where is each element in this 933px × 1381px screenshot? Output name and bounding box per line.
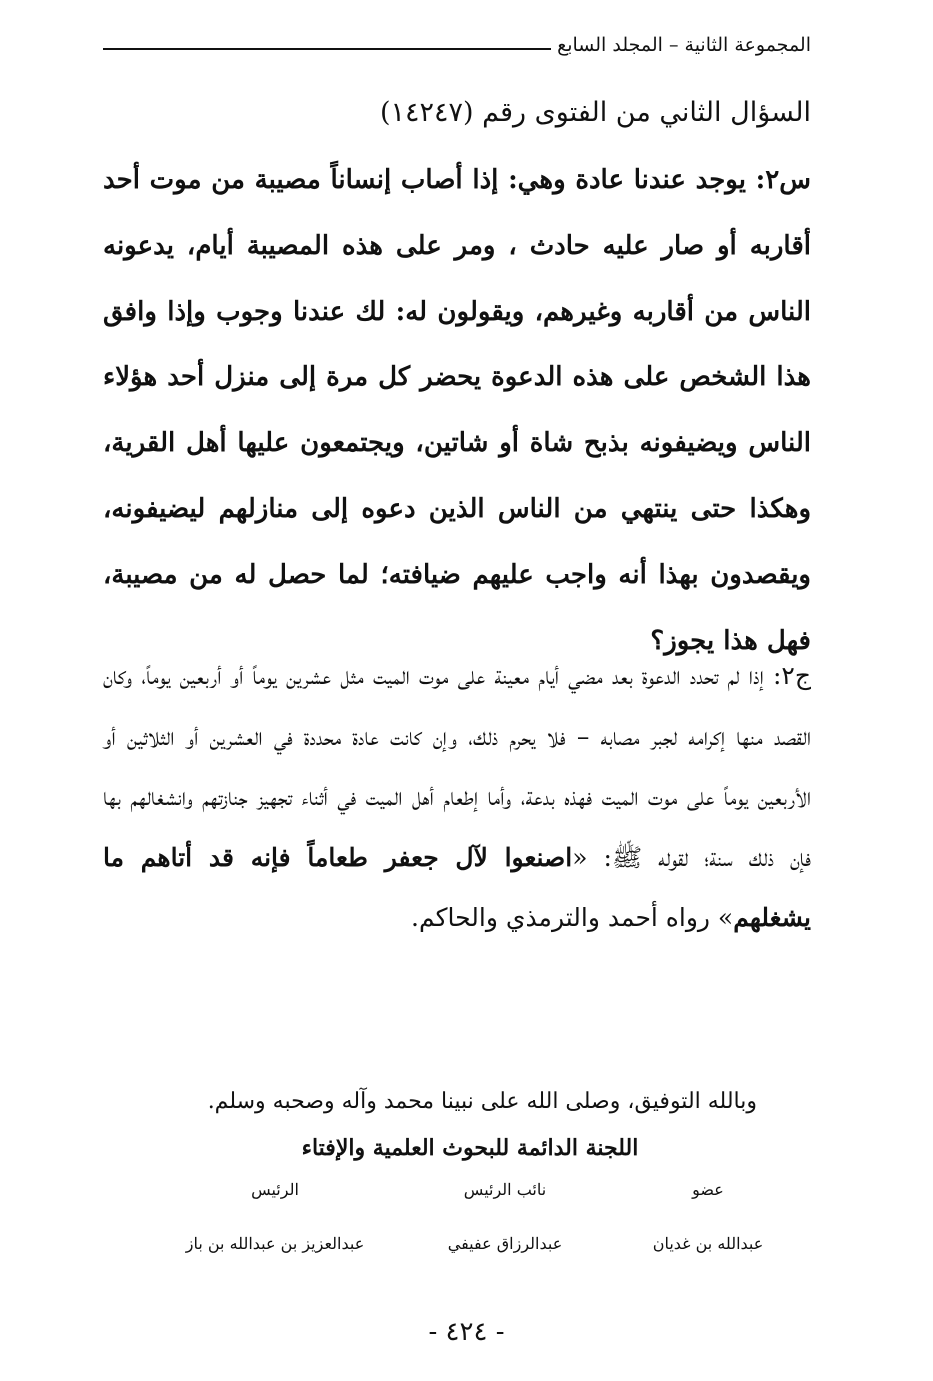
signature-role: نائب الرئيس bbox=[463, 1180, 547, 1199]
question-intro: السؤال الثاني من الفتوى رقم (١٤٢٤٧) bbox=[379, 97, 811, 128]
signature-chairman bbox=[160, 1176, 390, 1258]
signature-deputy bbox=[420, 1176, 590, 1258]
answer-text: ج٢: إذا لم تحدد الدعوة بعد مضي أيام معينة على موت الميت مثل عشرين يوماً أو أربعين يوماً، وكان القصد منها إكرامه لجبر مصابه – فلا يحرم ذلك، وإن كانت عادة محددة في العشرين أو الثلاثين أو الأربعين يوماً على موت الميت فهذه بدعة، وأما إطعام أهل الميت في أثناء تجهيز جنازتهم وانشغالهم بها فإن ذلك سنة؛ لقوله ﷺ: « bbox=[103, 661, 811, 872]
answer-paragraph bbox=[103, 646, 811, 949]
running-title: المجموعة الثانية – المجلد السابع bbox=[557, 34, 811, 56]
signature-name: عبدالعزيز بن عبدالله بن باز bbox=[185, 1234, 365, 1253]
answer-citation: » رواه أحمد والترمذي والحاكم. bbox=[411, 903, 734, 932]
signature-name: عبدالله بن غديان bbox=[652, 1234, 764, 1253]
header-rule bbox=[103, 48, 551, 50]
question-text: س٢: يوجد عندنا عادة وهي: إذا أصاب إنساناً مصيبة من موت أحد أقاربه أو صار عليه حادث ، ومر على هذه المصيبة أيام، يدعونه الناس من أقاربه وغيرهم، ويقولون له: لك عندنا وجوب وإذا وافق هذا الشخص على هذه الدعوة يحضر كل مرة إلى منزل أحد هؤلاء الناس ويضيفونه بذبح شاة أو شاتين، ويجتمعون عليها أهل القرية، وهكذا حتى ينتهي من الناس الذين دعوه إلى منازلهم ليضيفونه، ويقصدون بهذا أنه واجب عليهم ضيافته؛ لما حصل له من مصيبة، فهل هذا يجوز؟ bbox=[103, 165, 811, 656]
page-number: - ٤٢٤ - bbox=[428, 1317, 505, 1347]
hadith-quote: اصنعوا لآل جعفر طعاماً فإنه قد أتاهم ما يشغلهم bbox=[103, 842, 811, 932]
question-block bbox=[103, 148, 811, 674]
running-header bbox=[103, 28, 811, 62]
signature-member bbox=[628, 1176, 788, 1258]
answer-block bbox=[103, 646, 811, 949]
committee-title: اللجنة الدائمة للبحوث العلمية والإفتاء bbox=[301, 1135, 639, 1161]
signature-role: الرئيس bbox=[251, 1180, 299, 1199]
signature-name: عبدالرزاق عفيفي bbox=[447, 1234, 563, 1253]
signature-role: عضو bbox=[692, 1180, 724, 1199]
closing-line: وبالله التوفيق، وصلى الله على نبينا محمد وآله وصحبه وسلم. bbox=[207, 1089, 757, 1114]
